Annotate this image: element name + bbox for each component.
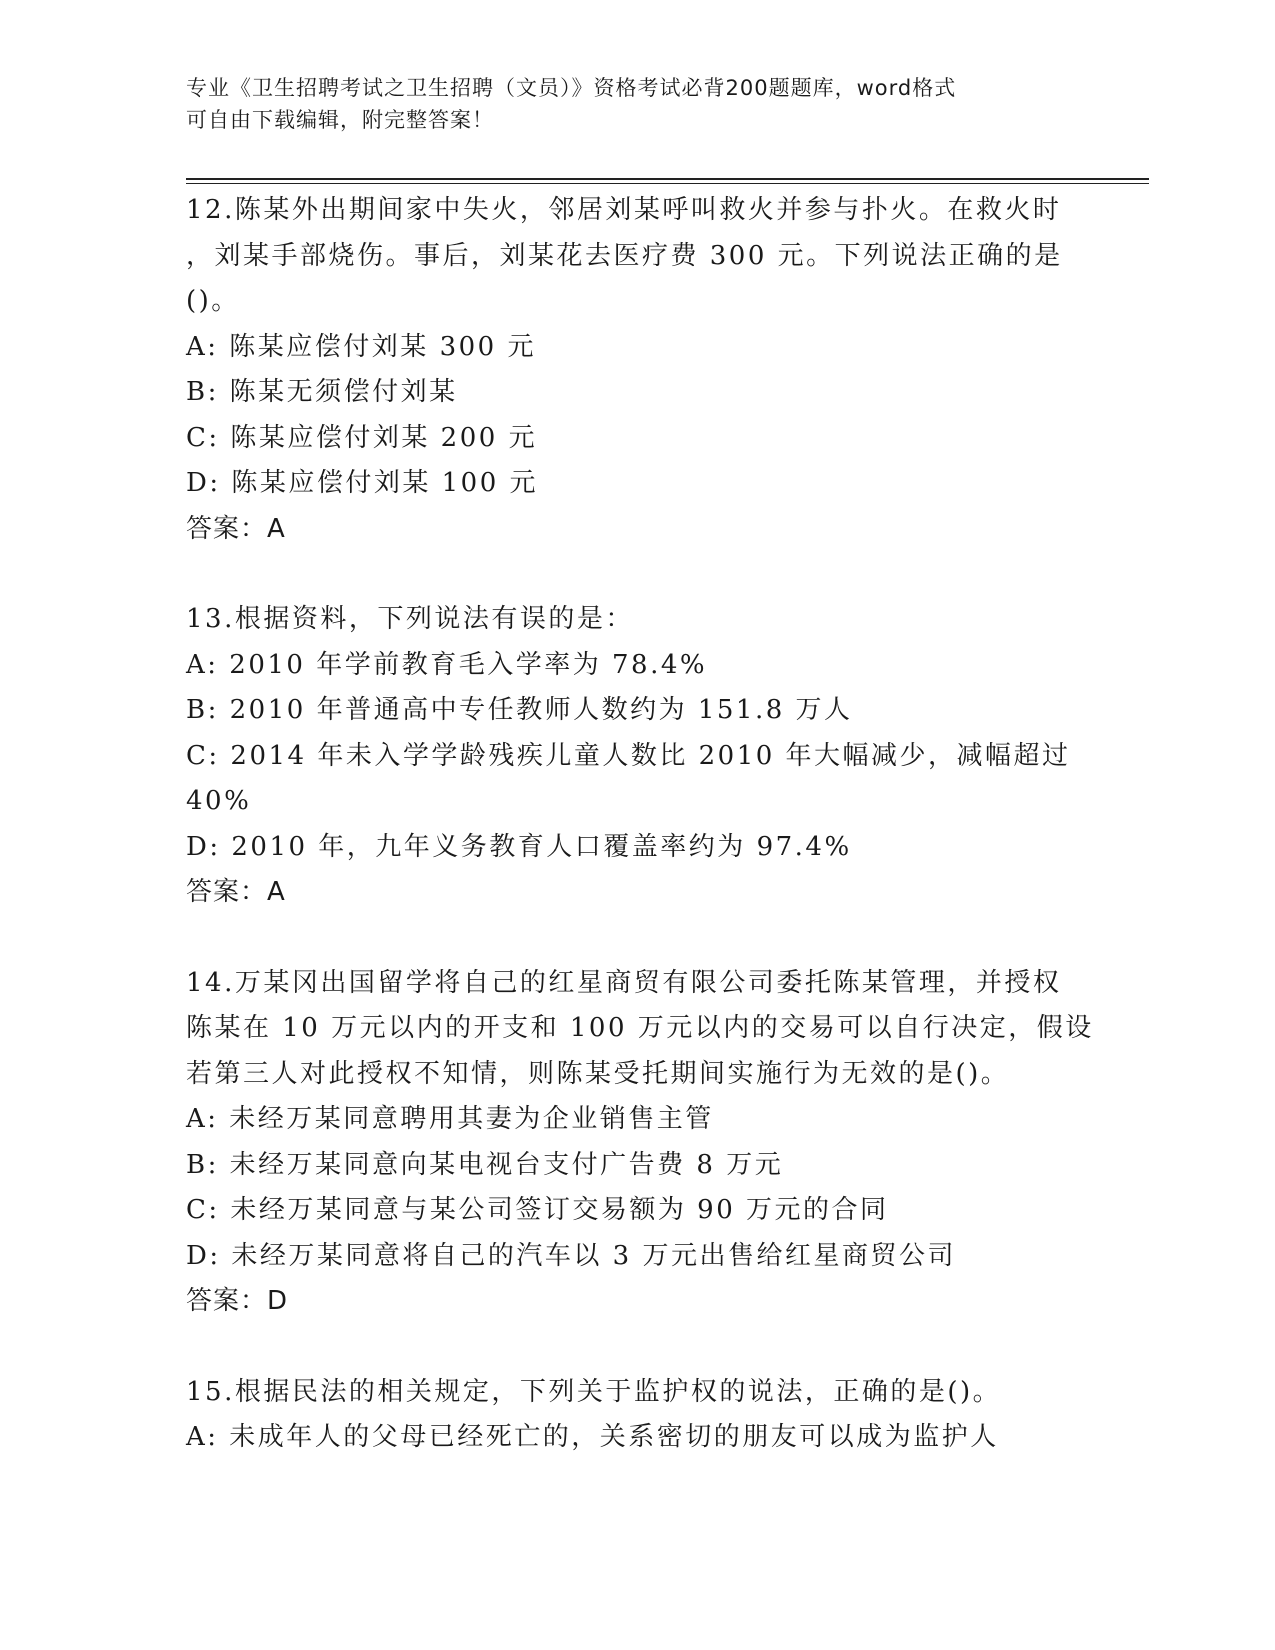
option-d: D: 陈某应偿付刘某 100 元 (186, 468, 539, 498)
question-15 (186, 1370, 1106, 1461)
question-stem: 14.万某冈出国留学将自己的红星商贸有限公司委托陈某管理，并授权 陈某在 10 万元以内的开支和 100 万元以内的交易可以自行决定，假设 若第三人对此授权不知情，则陈某受托期间实施行为无效的是()。 (186, 967, 1094, 1089)
option-b: B: 陈某无须偿付刘某 (186, 377, 458, 407)
option-a: A: 陈某应偿付刘某 300 元 (186, 331, 536, 362)
document-header: 专业《卫生招聘考试之卫生招聘（文员）》资格考试必背200题题库，word格式 可自由下载编辑，附完整答案！ (186, 76, 957, 132)
question-stem: 15.根据民法的相关规定，下列关于监护权的说法，正确的是()。 (186, 1376, 1002, 1407)
question-stem: 13.根据资料，下列说法有误的是： (186, 604, 634, 634)
header-rule-thin (186, 183, 1149, 184)
option-b: B: 2010 年普通高中专任教师人数约为 151.8 万人 (186, 695, 853, 725)
option-c: C: 2014 年未入学学龄残疾儿童人数比 2010 年大幅减少，减幅超过 40% (186, 740, 1071, 816)
question-14 (186, 961, 1106, 1325)
answer-line: 答案：A (186, 513, 286, 544)
document-body (186, 188, 1106, 1506)
option-a: A: 未成年人的父母已经死亡的，关系密切的朋友可以成为监护人 (186, 1422, 999, 1452)
question-13 (186, 597, 1106, 916)
answer-line: 答案：D (186, 1286, 289, 1316)
option-a: A: 2010 年学前教育毛入学率为 78.4% (186, 649, 708, 680)
option-c: C: 未经万某同意与某公司签订交易额为 90 万元的合同 (186, 1195, 889, 1225)
answer-line: 答案：A (186, 877, 286, 907)
question-stem: 12.陈某外出期间家中失火，邻居刘某呼叫救火并参与扑火。在救火时 ，刘某手部烧伤。事后，刘某花去医疗费 300 元。下列说法正确的是 ()。 (186, 195, 1063, 316)
option-b: B: 未经万某同意向某电视台支付广告费 8 万元 (186, 1149, 784, 1180)
option-c: C: 陈某应偿付刘某 200 元 (186, 422, 538, 453)
option-d: D: 2010 年，九年义务教育人口覆盖率约为 97.4% (186, 831, 852, 862)
question-12 (186, 188, 1106, 552)
option-d: D: 未经万某同意将自己的汽车以 3 万元出售给红星商贸公司 (186, 1240, 956, 1271)
option-a: A: 未经万某同意聘用其妻为企业销售主管 (186, 1104, 714, 1134)
header-rule-thick (186, 178, 1149, 180)
